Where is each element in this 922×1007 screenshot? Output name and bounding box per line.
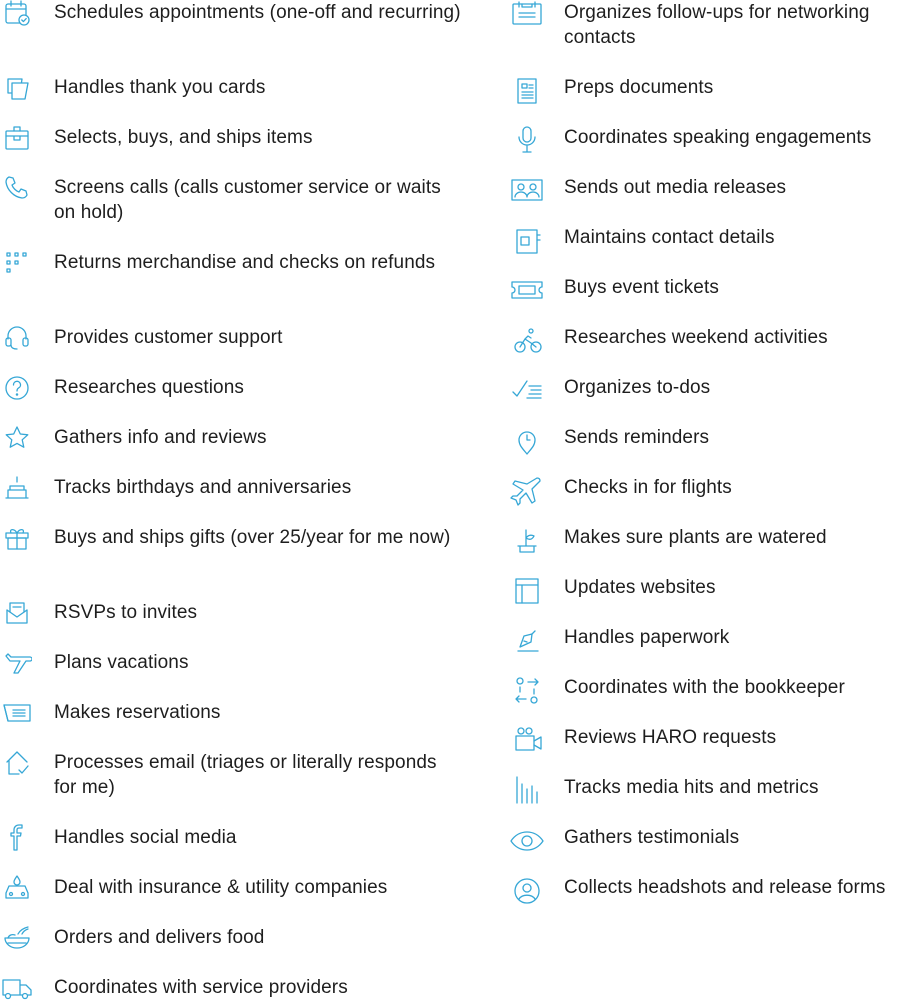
item-label: Researches questions	[54, 377, 244, 398]
item-label: RSVPs to invites	[54, 602, 198, 623]
item-label: Processes email (triages or literally responds for me)	[54, 752, 437, 798]
layout-icon	[510, 574, 544, 608]
bicycle-icon	[510, 324, 544, 358]
item-label: Gathers info and reviews	[54, 427, 267, 448]
item-label: Coordinates with service providers	[54, 977, 348, 998]
microphone-icon	[510, 124, 544, 158]
airplane-icon	[510, 474, 544, 508]
item-label: Selects, buys, and ships items	[54, 127, 313, 148]
item-label: Collects headshots and release forms	[564, 877, 886, 898]
item-label: Coordinates with the bookkeeper	[564, 677, 845, 698]
gift-icon	[2, 523, 36, 557]
item-label: Researches weekend activities	[564, 327, 828, 348]
item-label: Preps documents	[564, 77, 714, 98]
people-icon	[510, 174, 544, 208]
calendar-check-icon	[2, 0, 36, 32]
item-label: Handles paperwork	[564, 627, 730, 648]
pen-icon	[510, 624, 544, 658]
ticket-icon	[2, 698, 36, 732]
item-label: Orders and delivers food	[54, 927, 265, 948]
plane-icon	[2, 648, 36, 682]
video-camera-icon	[510, 724, 544, 758]
phone-icon	[2, 173, 36, 207]
eye-icon	[510, 824, 544, 858]
item-label: Organizes follow-ups for networking contacts	[564, 2, 870, 48]
item-label: Makes sure plants are watered	[564, 527, 827, 548]
item-label: Sends out media releases	[564, 177, 787, 198]
item-label: Deal with insurance & utility companies	[54, 877, 388, 898]
home-check-icon	[2, 748, 36, 782]
item-label: Maintains contact details	[564, 227, 775, 248]
item-label: Sends reminders	[564, 427, 710, 448]
box-icon	[2, 123, 36, 157]
item-label: Screens calls (calls customer service or waits on hold)	[54, 177, 441, 223]
user-circle-icon	[510, 874, 544, 908]
item-label: Returns merchandise and checks on refunds	[54, 252, 436, 273]
item-label: Handles thank you cards	[54, 77, 266, 98]
truck-icon	[2, 973, 36, 1007]
bar-chart-icon	[510, 774, 544, 808]
checklist-icon	[510, 374, 544, 408]
grid-dots-icon	[2, 248, 36, 282]
envelope-icon	[2, 598, 36, 632]
clock-pin-icon	[510, 424, 544, 458]
bowl-icon	[2, 923, 36, 957]
item-label: Updates websites	[564, 577, 716, 598]
item-label: Buys and ships gifts (over 25/year for me now)	[54, 527, 451, 548]
car-icon	[2, 873, 36, 907]
item-label: Buys event tickets	[564, 277, 719, 298]
item-label: Tracks birthdays and anniversaries	[54, 477, 352, 498]
plant-icon	[510, 524, 544, 558]
item-label: Gathers testimonials	[564, 827, 740, 848]
item-label: Tracks media hits and metrics	[564, 777, 819, 798]
item-label: Makes reservations	[54, 702, 221, 723]
document-icon	[510, 74, 544, 108]
item-label: Handles social media	[54, 827, 237, 848]
item-label: Reviews HARO requests	[564, 727, 777, 748]
contact-book-icon	[510, 224, 544, 258]
card-icon	[2, 73, 36, 107]
cake-icon	[2, 473, 36, 507]
calendar-icon	[510, 0, 544, 33]
item-label: Coordinates speaking engagements	[564, 127, 872, 148]
item-label: Plans vacations	[54, 652, 189, 673]
item-label: Organizes to-dos	[564, 377, 711, 398]
item-label: Checks in for flights	[564, 477, 732, 498]
exchange-icon	[510, 674, 544, 708]
star-icon	[2, 423, 36, 457]
headset-icon	[2, 323, 36, 357]
item-label: Provides customer support	[54, 327, 283, 348]
item-label: Schedules appointments (one-off and recurring)	[54, 2, 461, 23]
facebook-icon	[2, 823, 36, 857]
event-ticket-icon	[510, 274, 544, 308]
question-icon	[2, 373, 36, 407]
